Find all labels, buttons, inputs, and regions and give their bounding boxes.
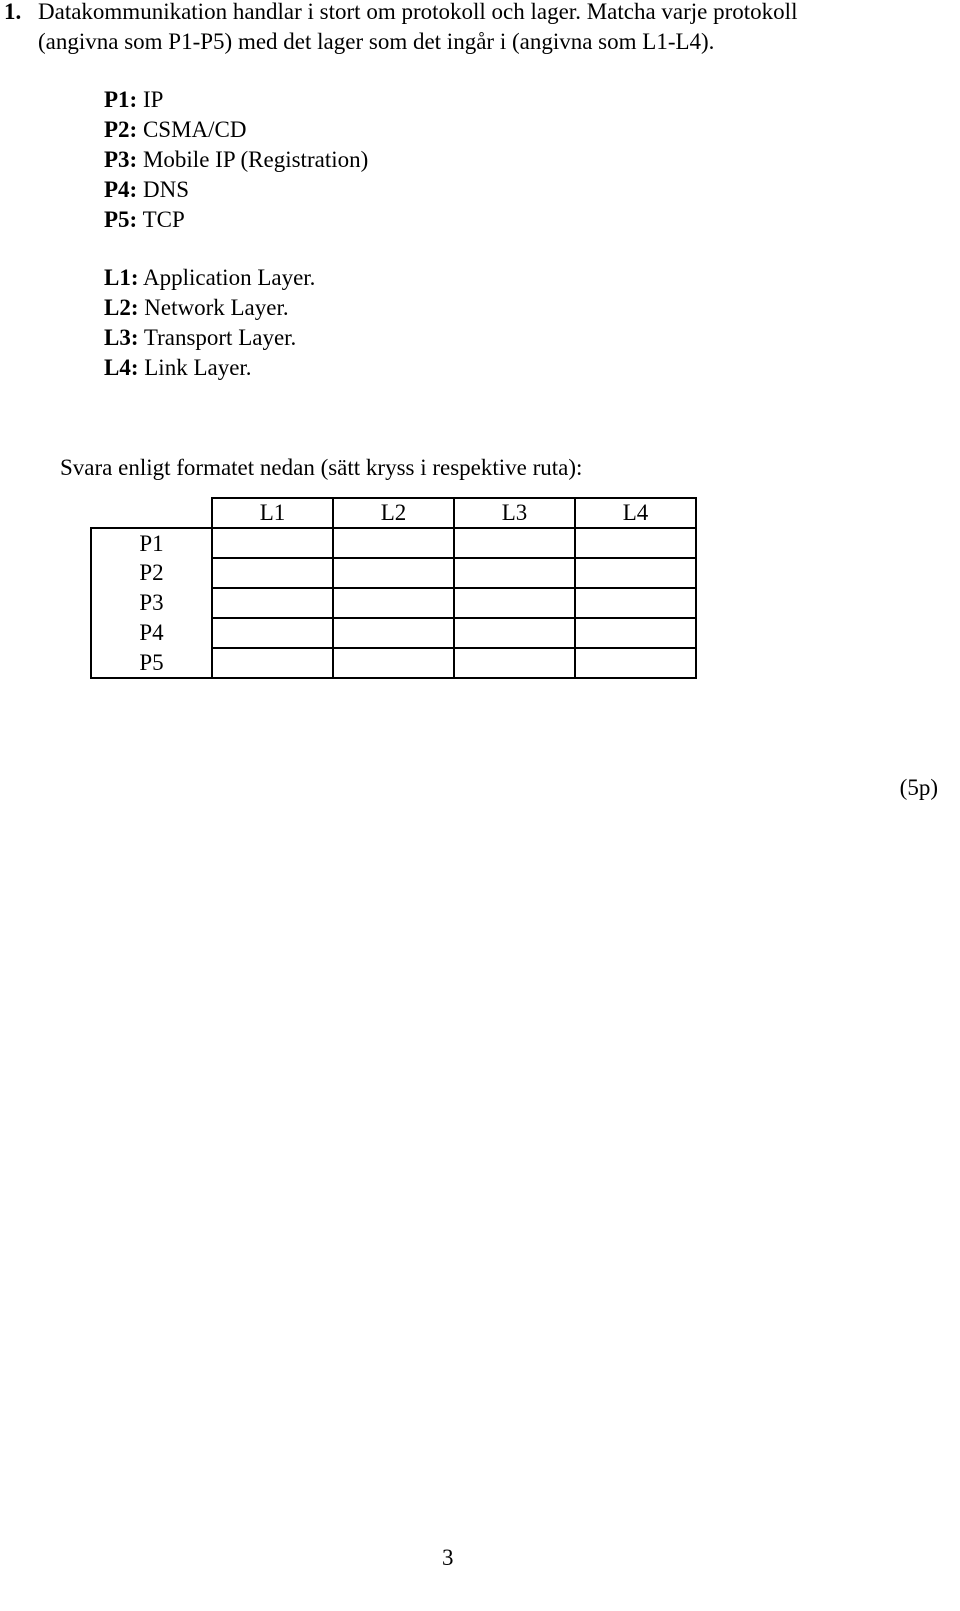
layer-name: Transport Layer.	[143, 325, 297, 350]
protocol-name: IP	[142, 87, 164, 112]
protocol-name: TCP	[142, 207, 185, 232]
protocol-code: P1:	[104, 87, 138, 112]
page-number: 3	[442, 1545, 454, 1570]
answer-checkbox-cell[interactable]	[333, 618, 454, 648]
protocol-item	[104, 85, 368, 115]
answer-grid-row-header: P2	[91, 558, 212, 588]
protocol-name: CSMA/CD	[142, 117, 247, 142]
answer-grid-column-header: L3	[454, 498, 575, 528]
answer-checkbox-cell[interactable]	[575, 588, 696, 618]
protocol-list	[104, 85, 368, 235]
answer-grid	[90, 497, 697, 679]
answer-checkbox-cell[interactable]	[454, 558, 575, 588]
protocol-item	[104, 205, 368, 235]
answer-grid-header-row	[91, 498, 696, 528]
answer-checkbox-cell[interactable]	[575, 618, 696, 648]
protocol-item	[104, 115, 368, 145]
protocol-item	[104, 145, 368, 175]
answer-checkbox-cell[interactable]	[212, 588, 333, 618]
protocol-name: Mobile IP (Registration)	[142, 147, 369, 172]
layer-code: L2:	[104, 295, 139, 320]
layer-item	[104, 323, 315, 353]
answer-grid-row-header: P3	[91, 588, 212, 618]
answer-checkbox-cell[interactable]	[575, 558, 696, 588]
answer-checkbox-cell[interactable]	[212, 618, 333, 648]
layer-name: Link Layer.	[144, 355, 252, 380]
answer-grid-row	[91, 618, 696, 648]
question-points: (5p)	[899, 775, 938, 800]
answer-grid-corner	[91, 498, 212, 528]
layer-item	[104, 263, 315, 293]
answer-checkbox-cell[interactable]	[575, 648, 696, 678]
answer-grid-row-header: P5	[91, 648, 212, 678]
layer-item	[104, 353, 315, 383]
answer-checkbox-cell[interactable]	[454, 618, 575, 648]
question-number: 1.	[4, 0, 22, 24]
answer-checkbox-cell[interactable]	[454, 648, 575, 678]
answer-grid-column-header: L2	[333, 498, 454, 528]
answer-grid-row-header: P1	[91, 528, 212, 558]
question-text	[38, 0, 953, 57]
answer-checkbox-cell[interactable]	[212, 558, 333, 588]
answer-checkbox-cell[interactable]	[212, 528, 333, 558]
layer-name: Network Layer.	[144, 295, 289, 320]
answer-checkbox-cell[interactable]	[212, 648, 333, 678]
answer-grid-column-header: L4	[575, 498, 696, 528]
layer-code: L4:	[104, 355, 139, 380]
protocol-code: P3:	[104, 147, 138, 172]
answer-checkbox-cell[interactable]	[454, 588, 575, 618]
answer-checkbox-cell[interactable]	[333, 528, 454, 558]
answer-grid-row	[91, 528, 696, 558]
layer-item	[104, 293, 315, 323]
protocol-code: P5:	[104, 207, 138, 232]
layer-list	[104, 263, 315, 383]
question-text-line: Datakommunikation handlar i stort om protokoll och lager. Matcha varje protokoll	[38, 0, 798, 24]
answer-grid-row-header: P4	[91, 618, 212, 648]
layer-code: L1:	[104, 265, 139, 290]
layer-name: Application Layer.	[142, 265, 316, 290]
answer-grid-row	[91, 648, 696, 678]
answer-checkbox-cell[interactable]	[454, 528, 575, 558]
answer-grid-row	[91, 558, 696, 588]
answer-checkbox-cell[interactable]	[575, 528, 696, 558]
answer-checkbox-cell[interactable]	[333, 588, 454, 618]
answer-checkbox-cell[interactable]	[333, 648, 454, 678]
protocol-code: P2:	[104, 117, 138, 142]
layer-code: L3:	[104, 325, 139, 350]
protocol-code: P4:	[104, 177, 138, 202]
answer-grid-row	[91, 588, 696, 618]
protocol-item	[104, 175, 368, 205]
protocol-name: DNS	[142, 177, 189, 202]
answer-instruction: Svara enligt formatet nedan (sätt kryss i respektive ruta):	[60, 455, 583, 480]
answer-checkbox-cell[interactable]	[333, 558, 454, 588]
question-text-line: (angivna som P1-P5) med det lager som det ingår i (angivna som L1-L4).	[38, 29, 715, 54]
answer-grid-column-header: L1	[212, 498, 333, 528]
